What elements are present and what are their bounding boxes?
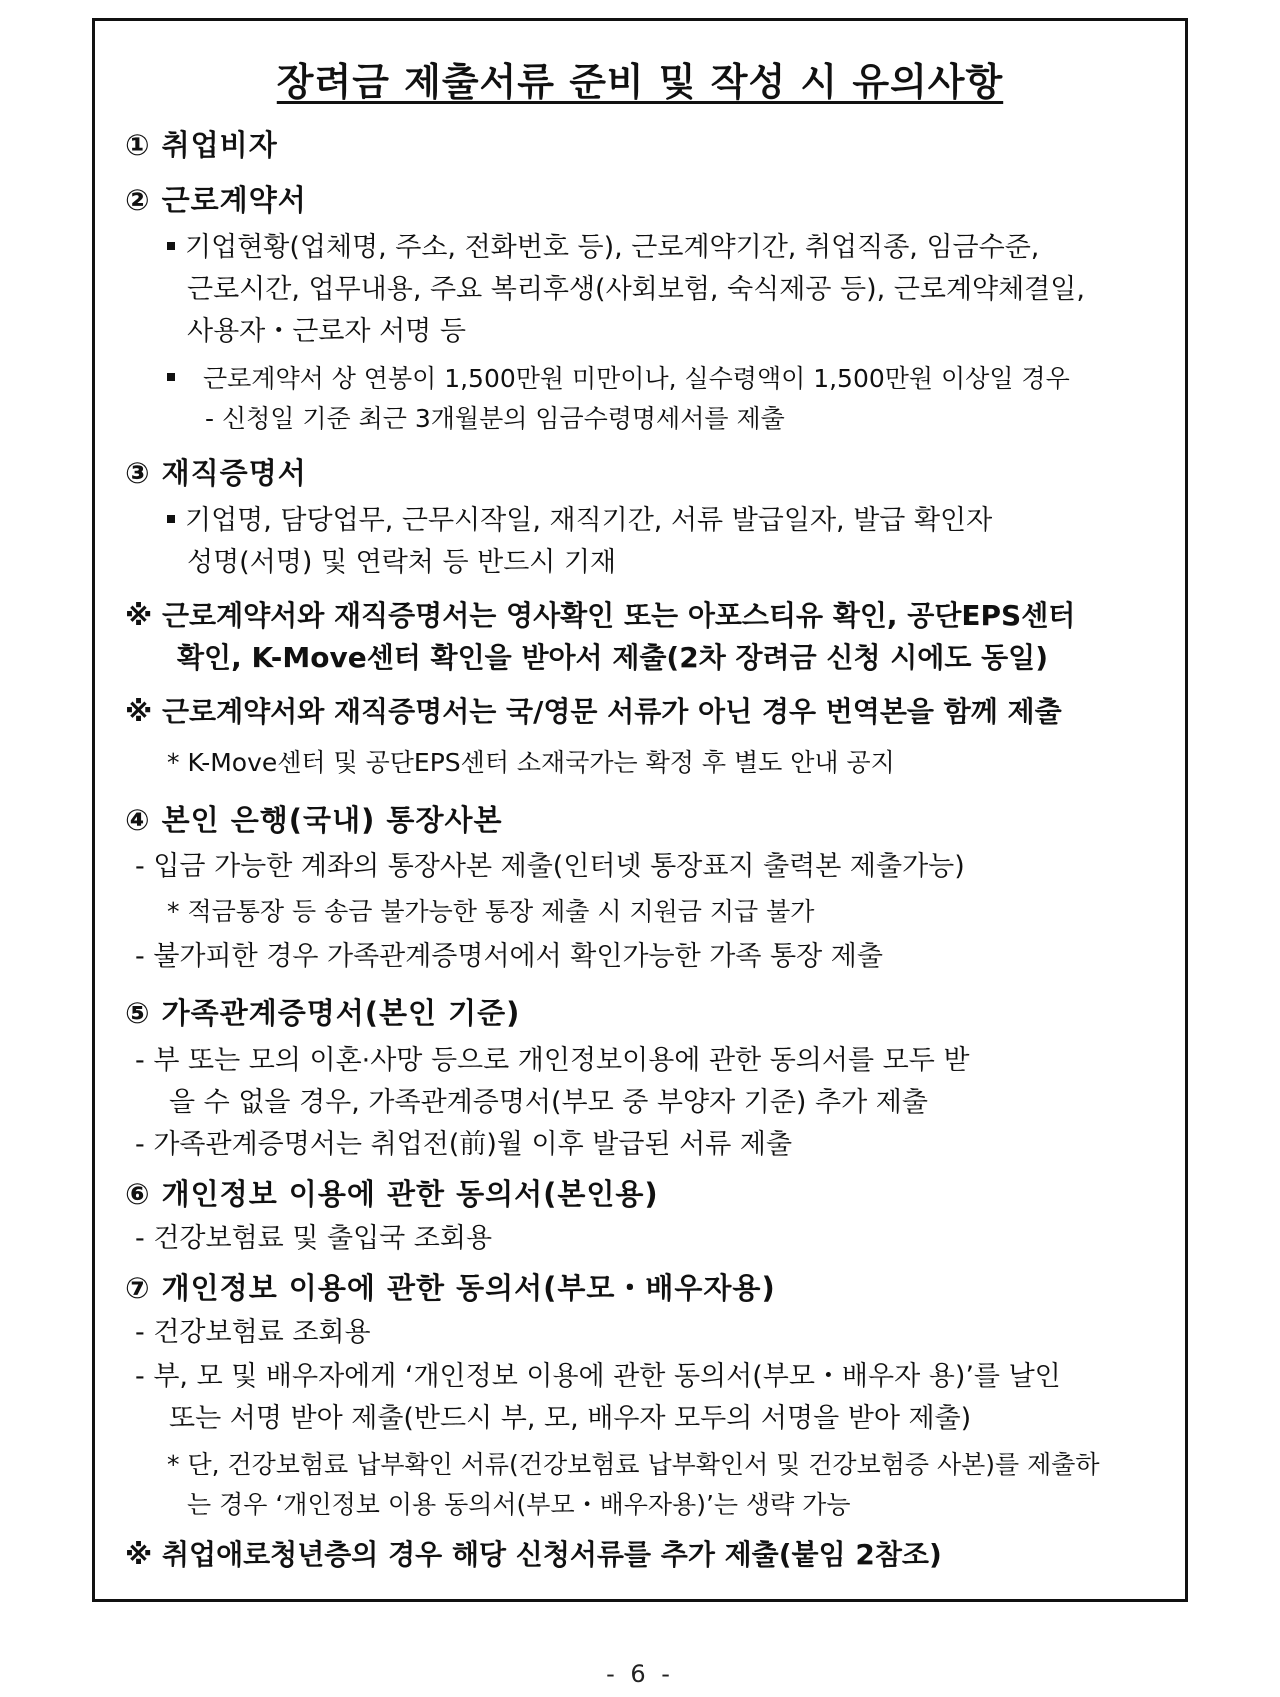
consent-self-line-1: - 건강보험료 및 출입국 조회용 — [135, 1223, 493, 1254]
note-translation: ※ 근로계약서와 재직증명서는 국/영문 서류가 아닌 경우 번역본을 함께 제출 — [125, 695, 1062, 728]
section-heading-consent-family: ⑦ 개인정보 이용에 관한 동의서(부모・배우자용) — [125, 1271, 776, 1305]
employment-bullet-line-2: 성명(서명) 및 연락처 등 반드시 기재 — [187, 547, 617, 578]
bankbook-line-2: - 불가피한 경우 가족관계증명서에서 확인가능한 가족 통장 제출 — [135, 941, 883, 972]
note-verification-line-1: ※ 근로계약서와 재직증명서는 영사확인 또는 아포스티유 확인, 공단EPS센터 — [125, 599, 1076, 632]
family-cert-line-1a: - 부 또는 모의 이혼·사망 등으로 개인정보이용에 관한 동의서를 모두 받 — [135, 1045, 970, 1076]
employment-bullet-line-1: 기업명, 담당업무, 근무시작일, 재직기간, 서류 발급일자, 발급 확인자 — [167, 507, 992, 534]
square-bullet-icon — [167, 515, 175, 523]
section-heading-visa: ① 취업비자 — [125, 128, 278, 162]
note-additional-docs: ※ 취업애로청년층의 경우 해당 신청서류를 추가 제출(붙임 2참조) — [125, 1538, 942, 1571]
contract-bullet-2-line-1: 근로계약서 상 연봉이 1,500만원 미만이나, 실수령액이 1,500만원 이상일 경우 — [167, 366, 1070, 391]
bankbook-sub-1: * 적금통장 등 송금 불가능한 통장 제출 시 지원금 지급 불가 — [167, 897, 815, 926]
section-heading-contract: ② 근로계약서 — [125, 183, 307, 217]
consent-family-sub-1b: 는 경우 ‘개인정보 이용 동의서(부모・배우자용)’는 생략 가능 — [187, 1490, 851, 1519]
consent-family-sub-1a: * 단, 건강보험료 납부확인 서류(건강보험료 납부확인서 및 건강보험증 사본)를 제출하 — [167, 1450, 1100, 1479]
note-translation-sub: * K-Move센터 및 공단EPS센터 소재국가는 확정 후 별도 안내 공지 — [167, 748, 895, 777]
contract-bullet-1-line-3: 사용자・근로자 서명 등 — [187, 316, 466, 347]
family-cert-line-2: - 가족관계증명서는 취업전(前)월 이후 발급된 서류 제출 — [135, 1129, 793, 1160]
section-heading-consent-self: ⑥ 개인정보 이용에 관한 동의서(본인용) — [125, 1177, 659, 1211]
square-bullet-icon — [167, 242, 175, 250]
section-heading-employment-cert: ③ 재직증명서 — [125, 456, 307, 490]
consent-family-line-2b: 또는 서명 받아 제출(반드시 부, 모, 배우자 모두의 서명을 받아 제출) — [169, 1403, 972, 1434]
consent-family-line-2a: - 부, 모 및 배우자에게 ‘개인정보 이용에 관한 동의서(부모・배우자 용)’를 날인 — [135, 1361, 1061, 1392]
page-number: - 6 - — [606, 1660, 674, 1688]
square-bullet-icon — [167, 373, 175, 381]
page-title: 장려금 제출서류 준비 및 작성 시 유의사항 — [276, 60, 1004, 104]
consent-family-line-1: - 건강보험료 조회용 — [135, 1317, 371, 1348]
section-heading-family-cert: ⑤ 가족관계증명서(본인 기준) — [125, 996, 521, 1030]
notice-box — [92, 18, 1188, 1602]
bankbook-line-1: - 입금 가능한 계좌의 통장사본 제출(인터넷 통장표지 출력본 제출가능) — [135, 851, 965, 882]
contract-bullet-2-line-2: - 신청일 기준 최근 3개월분의 임금수령명세서를 제출 — [205, 404, 785, 433]
note-verification-line-2: 확인, K-Move센터 확인을 받아서 제출(2차 장려금 신청 시에도 동일) — [177, 641, 1049, 674]
family-cert-line-1b: 을 수 없을 경우, 가족관계증명서(부모 중 부양자 기준) 추가 제출 — [169, 1087, 928, 1118]
contract-bullet-1-line-2: 근로시간, 업무내용, 주요 복리후생(사회보험, 숙식제공 등), 근로계약체결일, — [187, 274, 1085, 305]
contract-bullet-1-line-1: 기업현황(업체명, 주소, 전화번호 등), 근로계약기간, 취업직종, 임금수준, — [167, 234, 1039, 261]
section-heading-bankbook: ④ 본인 은행(국내) 통장사본 — [125, 803, 503, 837]
